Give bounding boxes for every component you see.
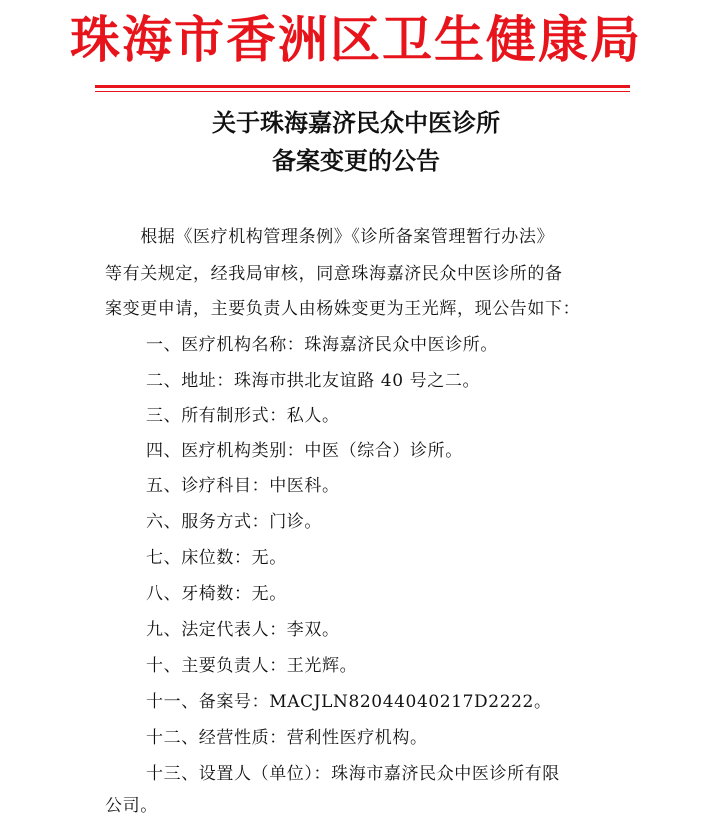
notice-title-line-1: 关于珠海嘉济民众中医诊所 <box>212 108 500 137</box>
intro-line-3: 案变更申请，主要负责人由杨姝变更为王光辉，现公告如下： <box>105 299 581 319</box>
masthead-rule-thick <box>95 85 630 88</box>
list-item-continuation: 公司。 <box>105 796 158 816</box>
intro-line-2: 等有关规定，经我局审核，同意珠海嘉济民众中医诊所的备 <box>105 264 563 284</box>
list-item: 七、床位数：无。 <box>146 548 287 568</box>
intro-line-1: 根据《医疗机构管理条例》《诊所备案管理暂行办法》 <box>105 227 555 247</box>
list-item: 十、主要负责人：王光辉。 <box>146 656 358 676</box>
list-item: 九、法定代表人：李双。 <box>146 620 340 640</box>
list-item: 十三、设置人（单位）：珠海市嘉济民众中医诊所有限 <box>146 764 560 784</box>
list-item: 十二、经营性质：营利性医疗机构。 <box>146 728 428 748</box>
list-item: 十一、备案号：MACJLN82044040217D2222。 <box>146 692 552 712</box>
list-item: 四、医疗机构类别：中医（综合）诊所。 <box>146 441 463 461</box>
list-item: 五、诊疗科目：中医科。 <box>146 476 340 496</box>
list-item: 六、服务方式：门诊。 <box>146 512 322 532</box>
list-item: 二、地址：珠海市拱北友谊路 40 号之二。 <box>146 371 481 391</box>
issuer-masthead: 珠海市香洲区卫生健康局 <box>70 10 642 69</box>
list-item: 三、所有制形式：私人。 <box>146 406 340 426</box>
notice-title-line-2: 备案变更的公告 <box>272 146 440 175</box>
list-item: 一、医疗机构名称：珠海嘉济民众中医诊所。 <box>146 335 498 355</box>
masthead-rule-thin <box>95 91 630 92</box>
list-item: 八、牙椅数：无。 <box>146 584 287 604</box>
